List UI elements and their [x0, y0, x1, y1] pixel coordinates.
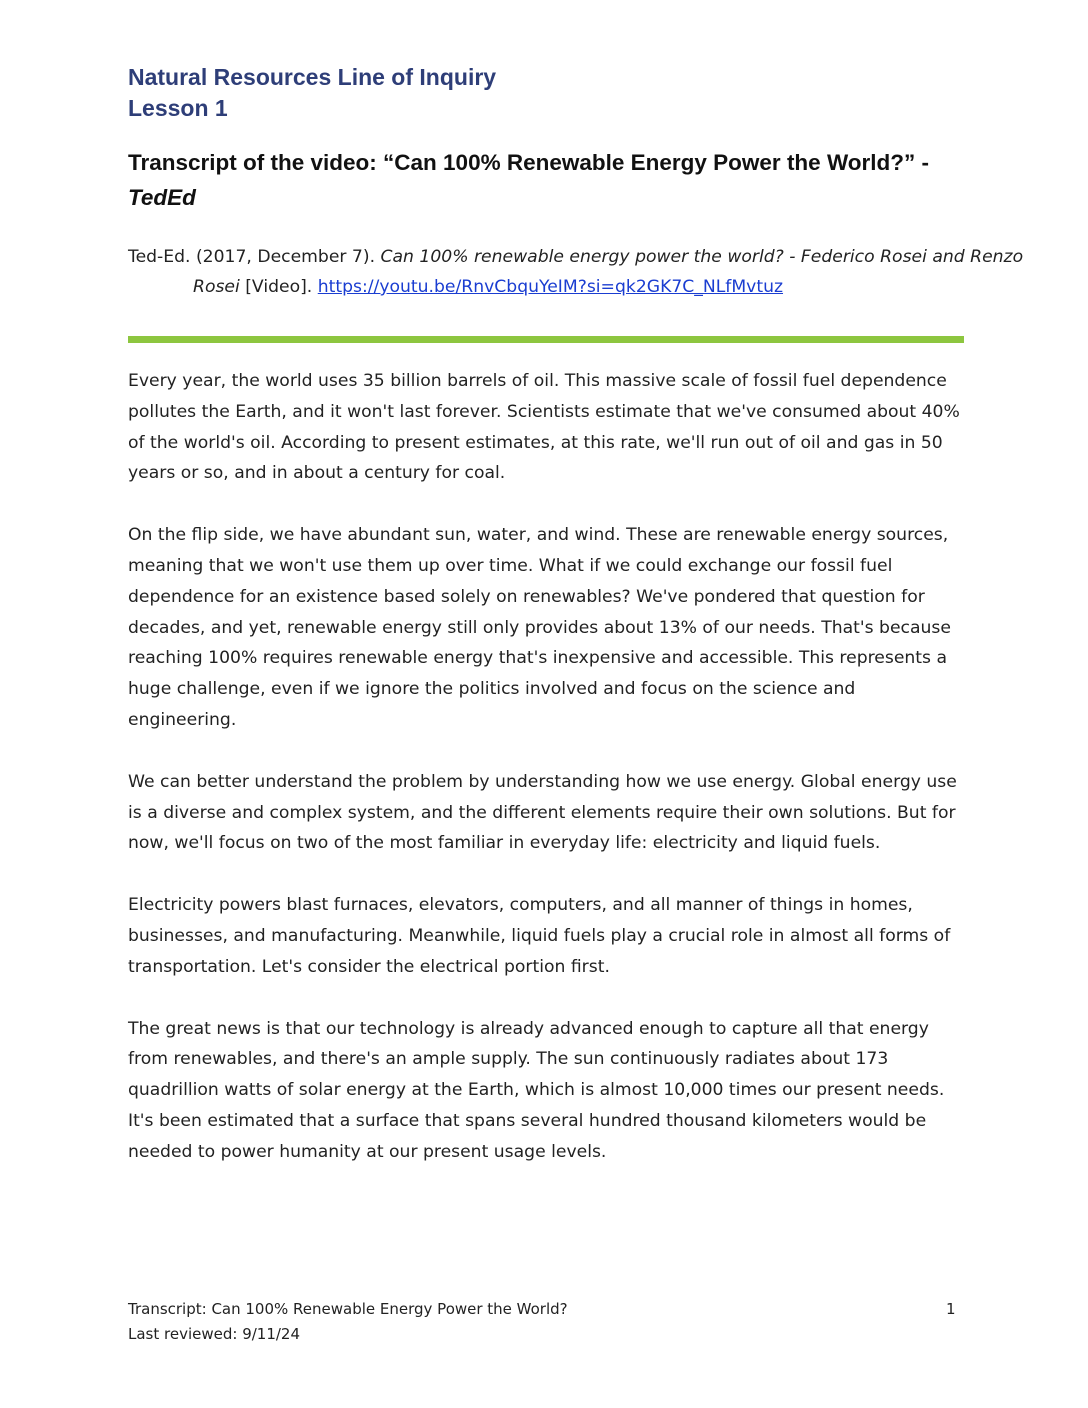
- page-number: 1: [946, 1300, 956, 1318]
- header-line-2: Lesson 1: [128, 95, 228, 121]
- footer-title: Transcript: Can 100% Renewable Energy Power the World?: [128, 1300, 568, 1318]
- document-heading: [128, 145, 978, 215]
- citation-title: Can 100% renewable energy power the world? - Federico Rosei and Renzo Rosei: [193, 247, 1024, 297]
- citation-format: [Video].: [239, 277, 318, 297]
- paragraph: The great news is that our technology is already advanced enough to capture all that energy from renewables, and there's an ample supply. The sun continuously radiates about 173 quadrillion watts of solar energy at the Earth, which is almost 10,000 times our present needs. It's been estimated that a surface that spans several hundred thousand kilometers would be needed to power humanity at our present usage levels.: [128, 1018, 945, 1162]
- paragraph: Electricity powers blast furnaces, elevators, computers, and all manner of things in homes, businesses, and manufacturing. Meanwhile, liquid fuels play a crucial role in almost all forms of transportation. Let's consider the electrical portion first.: [128, 895, 951, 977]
- transcript-body: [128, 366, 966, 1199]
- paragraph: Every year, the world uses 35 billion barrels of oil. This massive scale of fossil fuel dependence pollutes the Earth, and it won't last forever. Scientists estimate that we've consumed about 40% of the world's oil. According to present estimates, at this rate, we'll run out of oil and gas in 50 years or so, and in about a century for coal.: [128, 371, 960, 484]
- heading-source: TedEd: [128, 185, 196, 210]
- citation: [128, 242, 1028, 302]
- paragraph: We can better understand the problem by understanding how we use energy. Global energy use is a diverse and complex system, and the different elements require their own solutions. But for now, we'll focus on two of the most familiar in everyday life: electricity and liquid fuels.: [128, 771, 957, 854]
- divider-bar: [128, 336, 964, 343]
- citation-link[interactable]: https://youtu.be/RnvCbquYeIM?si=qk2GK7C_NLfMvtuz: [317, 277, 784, 297]
- document-header: [128, 62, 496, 124]
- heading-text: Transcript of the video: “Can 100% Renewable Energy Power the World?” -: [128, 150, 930, 175]
- paragraph: On the flip side, we have abundant sun, water, and wind. These are renewable energy sources, meaning that we won't use them up over time. What if we could exchange our fossil fuel dependence for an existence based solely on renewables? We've pondered that question for decades, and yet, renewable energy still only provides about 13% of our needs. That's because reaching 100% requires renewable energy that's inexpensive and accessible. This represents a huge challenge, even if we ignore the politics involved and focus on the science and engineering.: [128, 525, 951, 730]
- footer: [128, 1297, 568, 1347]
- footer-reviewed: Last reviewed: 9/11/24: [128, 1325, 301, 1343]
- header-line-1: Natural Resources Line of Inquiry: [128, 64, 497, 90]
- citation-author-date: Ted-Ed. (2017, December 7).: [128, 247, 381, 267]
